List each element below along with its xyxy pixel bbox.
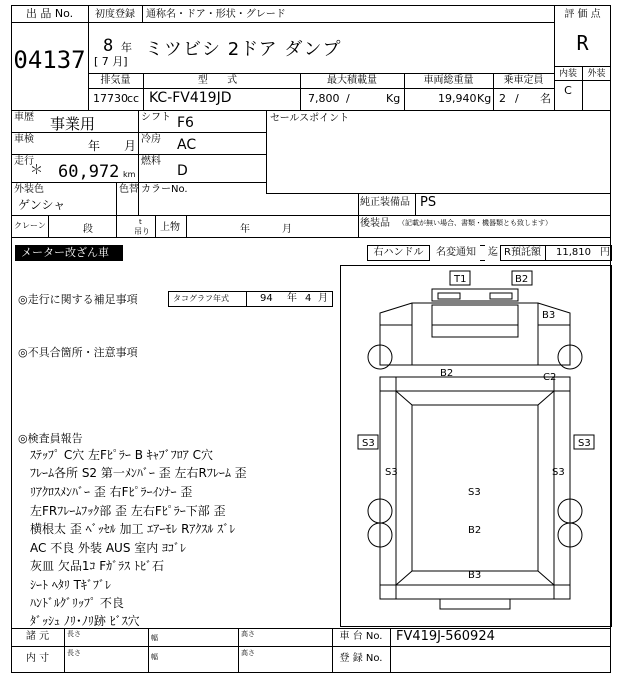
name-change-box <box>480 245 485 261</box>
diagram-mark: B2 <box>440 368 454 379</box>
width-label: 幅 <box>151 634 158 642</box>
max-load-value: 7,800 <box>308 92 340 105</box>
interior-grade: C <box>564 84 572 97</box>
mileage-mark: ＊ <box>30 163 44 178</box>
report-line: ｼｰﾄ ﾍﾀﾘ Tｷﾞﾌﾞﾚ <box>30 578 111 592</box>
diagram-mark: S3 <box>578 438 591 449</box>
name-label: 通称名・ドア・形状・グレード <box>146 9 286 20</box>
crane-ton: t <box>139 218 142 226</box>
history-label: 車歴 <box>14 112 34 123</box>
supplement-label: ◎走行に関する補足事項 <box>18 293 138 306</box>
specs-label: 諸 元 <box>25 631 50 642</box>
truck-diagram <box>340 265 612 627</box>
lot-label: 出 品 No. <box>25 7 74 20</box>
report-line: 横根太 歪 ﾍﾞｯｾﾙ 加工 ｴｱｰﾓﾚ Rｱｸｽﾙ ｽﾞﾚ <box>30 522 236 536</box>
upper-month: 月 <box>282 224 292 235</box>
diagram-mark: B2 <box>515 274 529 285</box>
height-label: 高さ <box>241 630 255 638</box>
lot-number: 04137 <box>13 46 86 74</box>
aftermarket-label: 後装品 <box>360 218 390 229</box>
sales-point-label: セールスポイント <box>270 113 350 124</box>
first-reg-year: 8 <box>103 36 114 56</box>
first-reg-year-unit: 年 <box>121 41 132 54</box>
grade-label: 評 価 点 <box>564 9 601 20</box>
interior-label: 内装 <box>558 68 577 79</box>
diagram-mark: C2 <box>543 372 557 383</box>
steering-box: 右ハンドル <box>367 245 430 261</box>
inspection-month: 月 <box>124 139 137 153</box>
tax-char: 迄 <box>488 247 498 258</box>
displacement-unit: cc <box>127 92 140 105</box>
first-reg-month: [ 7 月] <box>94 55 128 68</box>
meter-tampered-badge: メーター改ざん車 <box>15 245 123 261</box>
max-load-slash: / <box>346 92 350 105</box>
truck-outline <box>368 289 582 609</box>
displacement-value: 17730 <box>93 92 128 105</box>
gross-weight-label: 車両総重量 <box>423 75 474 86</box>
upper-year: 年 <box>240 224 250 235</box>
capacity-value: 2 <box>499 92 506 105</box>
tax-label: R預託額 <box>504 247 541 258</box>
diagram-mark: S3 <box>385 467 398 478</box>
model-label: 型 式 <box>197 75 246 86</box>
color-label: 外装色 <box>14 184 44 195</box>
report-line: ｽﾃｯﾌﾟ C穴 左Fﾋﾟﾗｰ B ｷｬﾌﾞﾌﾛｱ C穴 <box>30 448 213 462</box>
tax-amount: 11,810 <box>556 247 591 258</box>
diagram-mark: S3 <box>362 438 375 449</box>
crane-hang: 吊り <box>134 227 150 236</box>
dims-label: 内 寸 <box>25 653 50 664</box>
exterior-label: 外装 <box>587 68 606 79</box>
tachograph-month-unit: 月 <box>318 293 328 304</box>
width-label: 幅 <box>151 653 158 661</box>
diagram-mark: B3 <box>542 310 556 321</box>
report-line: ﾘｱｸﾛｽﾒﾝﾊﾞｰ 歪 右Fﾋﾟﾗｰｲﾝﾅｰ 歪 <box>30 485 193 499</box>
history-value: 事業用 <box>50 115 96 133</box>
report-line: 左FRﾌﾚｰﾑﾌｯｸ部 歪 左右Fﾋﾟﾗｰ下部 歪 <box>30 504 226 518</box>
upper-label: 上物 <box>160 222 180 233</box>
color-value: ゲンシャ <box>18 198 66 212</box>
capacity-unit: 名 <box>540 92 551 105</box>
height-label: 高さ <box>241 649 255 657</box>
report-line: ﾀﾞｯｼｭ ﾉﾘ･ﾉﾘ跡 ﾋﾞｽ穴 <box>30 614 140 628</box>
report-line: 灰皿 欠品1ｺ Fｶﾞﾗｽ ﾄﾋﾞ石 <box>30 559 164 573</box>
ac-label: 冷房 <box>141 134 161 145</box>
grade-value: R <box>576 31 589 55</box>
exterior-grade <box>582 84 611 98</box>
model-value: KC-FV419JD <box>149 90 232 106</box>
max-load-label: 最大積載量 <box>327 75 377 86</box>
fuel-label: 燃料 <box>141 156 161 167</box>
shift-label: シフト <box>141 112 171 123</box>
diagram-mark: S3 <box>468 487 481 498</box>
crane-label: クレーン <box>14 221 46 230</box>
inspection-label: 車検 <box>14 134 34 145</box>
aftermarket-note: （記載が無い場合、書類・機器類とも致します） <box>398 219 552 227</box>
max-load-unit: Kg <box>386 92 401 105</box>
tachograph-year-unit: 年 <box>287 293 297 304</box>
tachograph-month: 4 <box>305 293 312 304</box>
ac-value: AC <box>177 137 197 153</box>
report-line: ﾊﾝﾄﾞﾙｸﾞﾘｯﾌﾟ 不良 <box>30 596 124 610</box>
color-no-label: 色替 <box>119 184 139 195</box>
inspector-label: ◎検査員報告 <box>18 432 83 445</box>
tachograph-label: タコグラフ年式 <box>173 294 229 303</box>
gross-weight-value: 19,940 <box>438 92 477 105</box>
capacity-label: 乗車定員 <box>503 75 544 86</box>
chassis-number: FV419J-560924 <box>396 629 495 644</box>
fuel-value: D <box>177 163 188 179</box>
name-change-label: 名変通知 <box>436 247 476 258</box>
defects-label: ◎不具合箇所・注意事項 <box>18 346 138 359</box>
length-label: 長さ <box>67 649 81 657</box>
diagram-mark: B2 <box>468 525 482 536</box>
tachograph-year: 94 <box>260 293 273 304</box>
displacement-label: 排気量 <box>100 75 131 86</box>
shift-value: F6 <box>177 115 194 131</box>
length-label: 長さ <box>67 630 81 638</box>
crane-stage: 段 <box>83 224 93 235</box>
chassis-label: 車 台 No. <box>339 631 383 642</box>
reg-label: 登 録 No. <box>339 653 383 664</box>
mileage-label: 走行 <box>14 156 34 167</box>
mileage-value: 60,972 <box>58 162 120 182</box>
car-name: ミツビシ 2ドア ダンプ <box>145 39 342 60</box>
inspection-year: 年 <box>88 139 101 153</box>
diagram-mark: T1 <box>454 274 467 285</box>
equipment-label: 純正装備品 <box>360 197 410 208</box>
diagram-mark: B3 <box>468 570 482 581</box>
report-line: AC 不良 外装 AUS 室内 ﾖｺﾞﾚ <box>30 541 187 555</box>
report-line: ﾌﾚｰﾑ各所 S2 第一ﾒﾝﾊﾞｰ 歪 左右Rﾌﾚｰﾑ 歪 <box>30 466 247 480</box>
mileage-unit: km <box>123 170 136 179</box>
diagram-mark: S3 <box>552 467 565 478</box>
tax-unit: 円 <box>600 247 610 258</box>
equipment-value: PS <box>420 195 437 210</box>
gross-weight-unit: Kg <box>477 92 492 105</box>
first-reg-label: 初度登録 <box>95 9 135 20</box>
color-no-label2: カラーNo. <box>141 184 188 195</box>
capacity-slash: / <box>515 92 519 105</box>
